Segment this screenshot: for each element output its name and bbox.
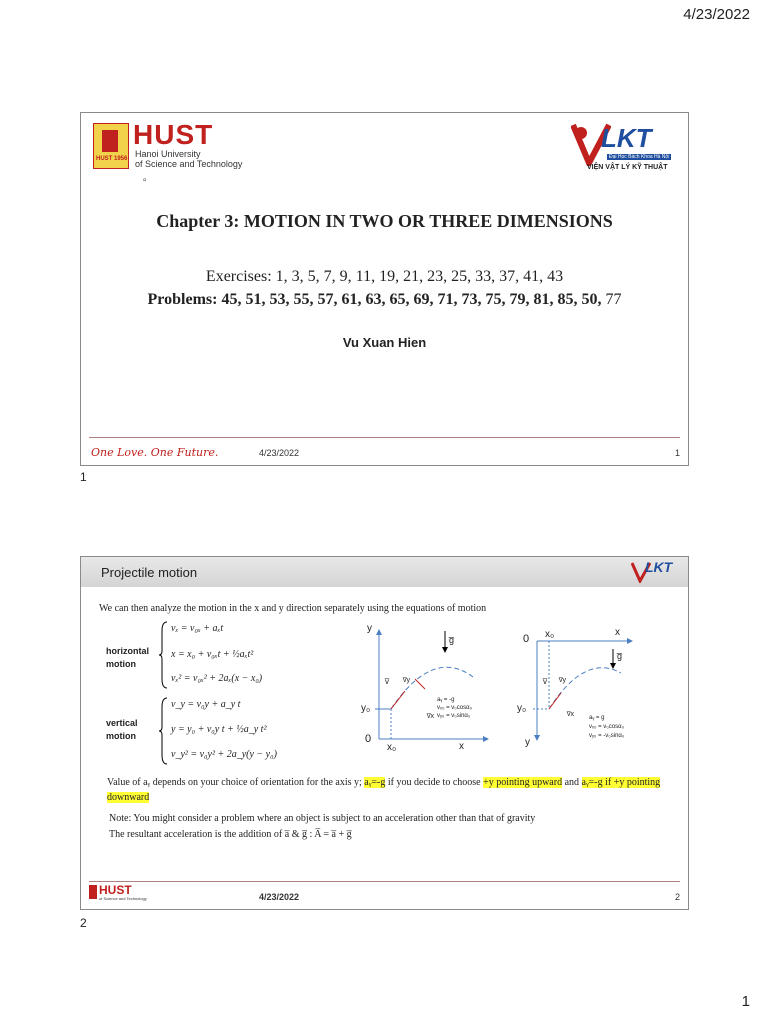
axis-x-label: x <box>459 741 464 752</box>
eq-horizontal-velocity-squared: vₓ² = v₀ₓ² + 2aₓ(x − x₀) <box>171 673 263 684</box>
eq-vertical-position: y = y₀ + v₀y t + ½a_y t² <box>171 724 267 735</box>
slide-2-label: 2 <box>80 916 87 930</box>
vlkt-sub: VIỆN VẬT LÝ KỸ THUẬT <box>587 164 668 171</box>
footer-page-number: 1 <box>674 448 680 458</box>
hust-badge-text: HUST 1956 <box>96 156 128 162</box>
problems-tail: 77 <box>605 291 622 308</box>
slide-title: Chapter 3: MOTION IN TWO OR THREE DIMENSIONS <box>156 211 613 231</box>
eq-horizontal-velocity: vₓ = v₀ₓ + aₓt <box>171 623 224 634</box>
vy0-label: vᵧ₀ = -v₀sinα₀ <box>589 733 625 739</box>
vy0-label: vᵧ₀ = v₀sinα₀ <box>437 713 471 719</box>
intro-text: We can then analyze the motion in the x and y direction separately using the equations of motion <box>99 603 487 614</box>
diagram-y-down-axes <box>521 627 651 757</box>
orientation-text-3: and <box>564 777 580 788</box>
hust-line1: Hanoi University <box>135 149 201 159</box>
y0-label: y₀ <box>361 703 371 714</box>
axis-x-label: x <box>615 627 620 638</box>
diagram-y-down <box>517 627 651 757</box>
footer-page-number: 2 <box>674 892 680 902</box>
v-vector-label: v̅ <box>385 677 389 686</box>
vertical-motion-label: vertical motion <box>106 718 138 741</box>
axis-y-label: y <box>367 623 372 634</box>
author: Vu Xuan Hien <box>342 335 427 350</box>
orientation-text-1: Value of aᵧ depends on your choice of orientation for the axis y; <box>107 777 362 788</box>
origin-label: 0 <box>523 633 530 645</box>
g-vector-label: g̅ <box>617 651 623 661</box>
vy-vector-label: v̅y <box>403 677 410 684</box>
vx-vector-label: v̅x <box>427 713 434 720</box>
footer-date: 4/23/2022 <box>259 448 300 458</box>
g-vector-label: g̅ <box>449 635 455 645</box>
hust-badge-icon <box>93 123 129 169</box>
footer-date: 4/23/2022 <box>259 892 300 902</box>
hust-small-logo <box>89 885 149 905</box>
problems-line <box>81 291 688 309</box>
v-vector-label: v̅ <box>543 677 547 686</box>
note-text: Note: You might consider a problem where an object is subject to an acceleration other than that of gravity <box>109 813 536 824</box>
footer-divider <box>89 437 680 438</box>
vlkt-logo <box>571 121 681 176</box>
x0-label: x₀ <box>387 742 397 753</box>
vlkt-name: LKT <box>601 123 652 153</box>
brace-horizontal-icon <box>159 621 169 689</box>
horizontal-motion-label: horizontal motion <box>106 646 149 669</box>
orientation-text <box>107 775 677 805</box>
problems-list: 45, 51, 53, 55, 57, 61, 63, 65, 69, 71, 73, 75, 79, 81, 85, 50, <box>221 291 602 308</box>
exercises-line: Exercises: 1, 3, 5, 7, 9, 11, 19, 21, 23, 25, 33, 37, 41, 43 <box>205 268 564 285</box>
x0-label: x₀ <box>545 629 555 640</box>
y0-label: y₀ <box>517 703 527 714</box>
footer-divider <box>89 881 680 882</box>
origin-label: 0 <box>365 733 372 745</box>
vlkt-small-name: LKT <box>645 559 673 575</box>
page-number: 1 <box>741 993 750 1010</box>
footer-motto: One Love. One Future. <box>91 446 219 459</box>
hust-name: HUST <box>133 119 214 150</box>
highlight-y-down: aᵧ=-g if +y pointing downward <box>107 777 661 803</box>
hust-logo <box>93 119 243 171</box>
resultant-text: The resultant acceleration is the addition of a̅ & g̅ : A̅ = a̅ + g̅ <box>109 829 352 840</box>
eq-vertical-velocity: v_y = v₀y + a_y t <box>171 699 241 710</box>
eq-horizontal-position: x = x₀ + v₀ₓt + ½aₓt² <box>171 649 254 660</box>
slide-1 <box>80 112 689 466</box>
page-date: 4/23/2022 <box>683 6 750 23</box>
vx0-label: vₓ₀ = v₀cosα₀ <box>589 724 625 730</box>
slide-1-label: 1 <box>80 470 87 484</box>
vlkt-small-logo <box>631 559 683 585</box>
vx-vector-label: v̅x <box>567 711 574 718</box>
diagram-y-up <box>361 623 493 757</box>
orientation-text-2: if you decide to choose <box>387 777 481 788</box>
hust-small-name: HUST <box>99 883 132 897</box>
bullet-marker: ▫ <box>143 175 147 186</box>
slide-title: Projectile motion <box>101 565 198 580</box>
brace-vertical-icon <box>159 697 169 765</box>
highlight-ay-minus-g: aᵧ=-g <box>364 777 386 788</box>
slide-2 <box>80 556 689 910</box>
vy-vector-label: v̅y <box>559 677 566 684</box>
ay-label: aᵧ = -g <box>437 697 455 703</box>
eq-vertical-velocity-squared: v_y² = v₀y² + 2a_y(y − y₀) <box>171 749 277 760</box>
diagram-y-up-axes <box>363 627 493 757</box>
vx0-label: vₓ₀ = v₀cosα₀ <box>437 705 473 711</box>
vlkt-tag: Đại Học Bách Khoa Hà Nội <box>609 154 670 160</box>
highlight-y-up: +y pointing upward <box>483 777 563 788</box>
hust-small-sub: of Science and Technology <box>99 896 147 901</box>
ay-label: aᵧ = g <box>589 715 605 721</box>
problems-label: Problems: <box>147 291 218 308</box>
hust-line2: of Science and Technology <box>135 159 243 169</box>
axis-y-label: y <box>525 737 530 748</box>
